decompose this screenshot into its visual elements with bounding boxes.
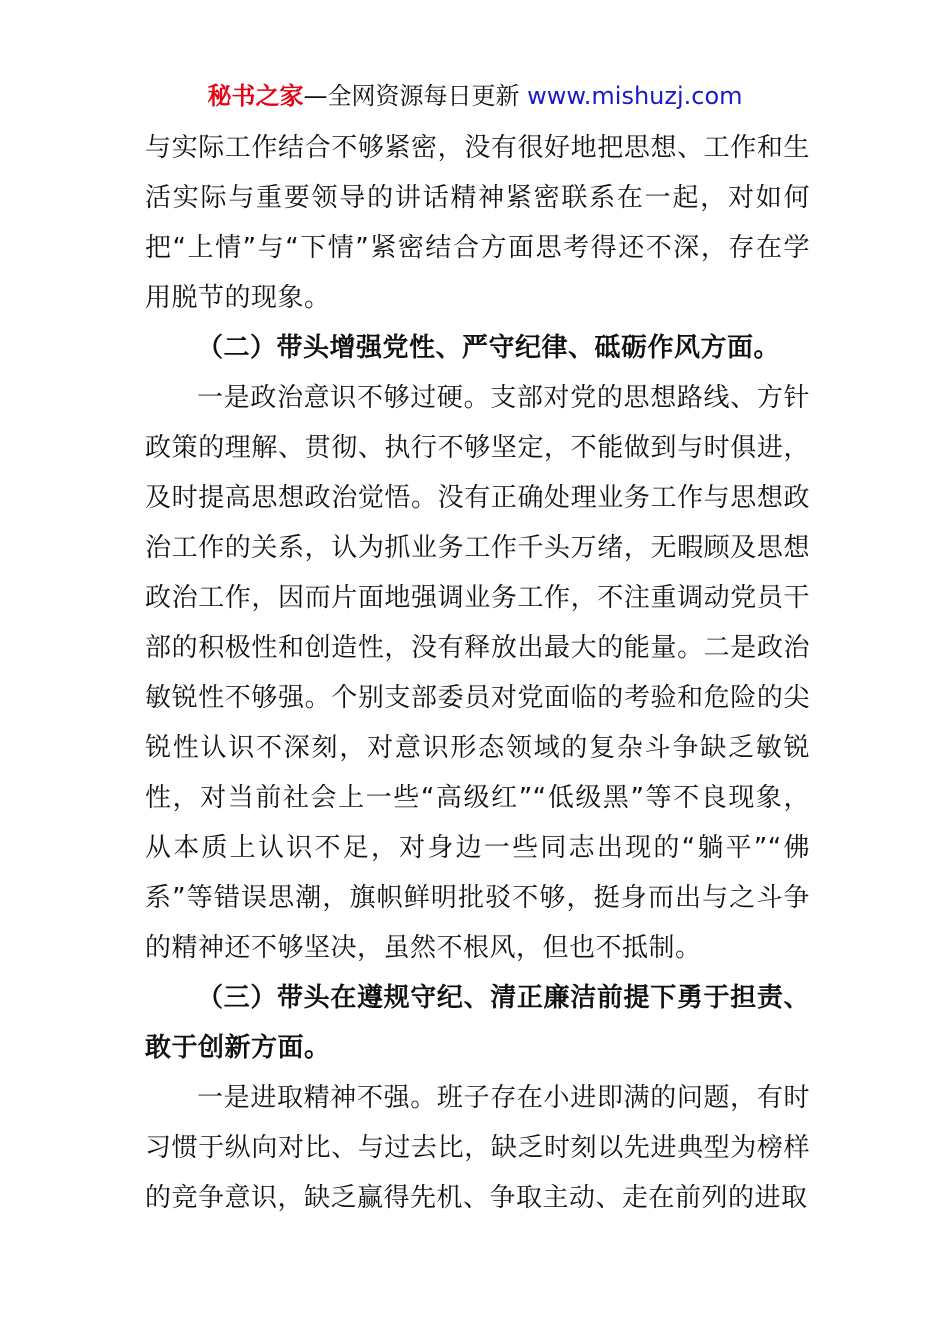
page-header <box>0 80 950 112</box>
paragraph-political-awareness: 一是政治意识不够过硬。支部对党的思想路线、方针政策的理解、贯彻、执行不够坚定，不能做到与时俱进，及时提高思想政治觉悟。没有正确处理业务工作与思想政治工作的关系，认为抓业务工作千头万绪，无暇顾及思想政治工作，因而片面地强调业务工作，不注重调动党员干部的积极性和创造性，没有释放出最大的能量。二是政治敏锐性不够强。个别支部委员对党面临的考验和危险的尖锐性认识不深刻，对意识形态领域的复杂斗争缺乏敏锐性，对当前社会上一些“高级红”“低级黑”等不良现象，从本质上认识不足，对身边一些同志出现的“躺平”“佛系”等错误思潮，旗帜鲜明批驳不够，挺身而出与之斗争的精神还不够坚决，虽然不根风，但也不抵制。 <box>145 383 810 963</box>
paragraph-continuation: 与实际工作结合不够紧密，没有很好地把思想、工作和生活实际与重要领导的讲话精神紧密联系在一起，对如何把“上情”与“下情”紧密结合方面思考得还不深，存在学用脱节的现象。 <box>145 133 810 313</box>
site-tagline: —全网资源每日更新 <box>303 82 528 110</box>
document-body <box>145 123 810 1223</box>
site-url[interactable]: www.mishuzj.com <box>527 82 743 110</box>
section-heading-2: （二）带头增强党性、严守纪律、砥砺作风方面。 <box>197 333 781 363</box>
section-heading-3: （三）带头在遵规守纪、清正廉洁前提下勇于担责、敢于创新方面。 <box>145 983 810 1063</box>
site-brand: 秘书之家 <box>207 82 304 110</box>
paragraph-enterprising-spirit: 一是进取精神不强。班子存在小进即满的问题，有时习惯于纵向对比、与过去比，缺乏时刻以先进典型为榜样的竞争意识，缺乏赢得先机、争取主动、走在前列的进取 <box>145 1083 810 1213</box>
